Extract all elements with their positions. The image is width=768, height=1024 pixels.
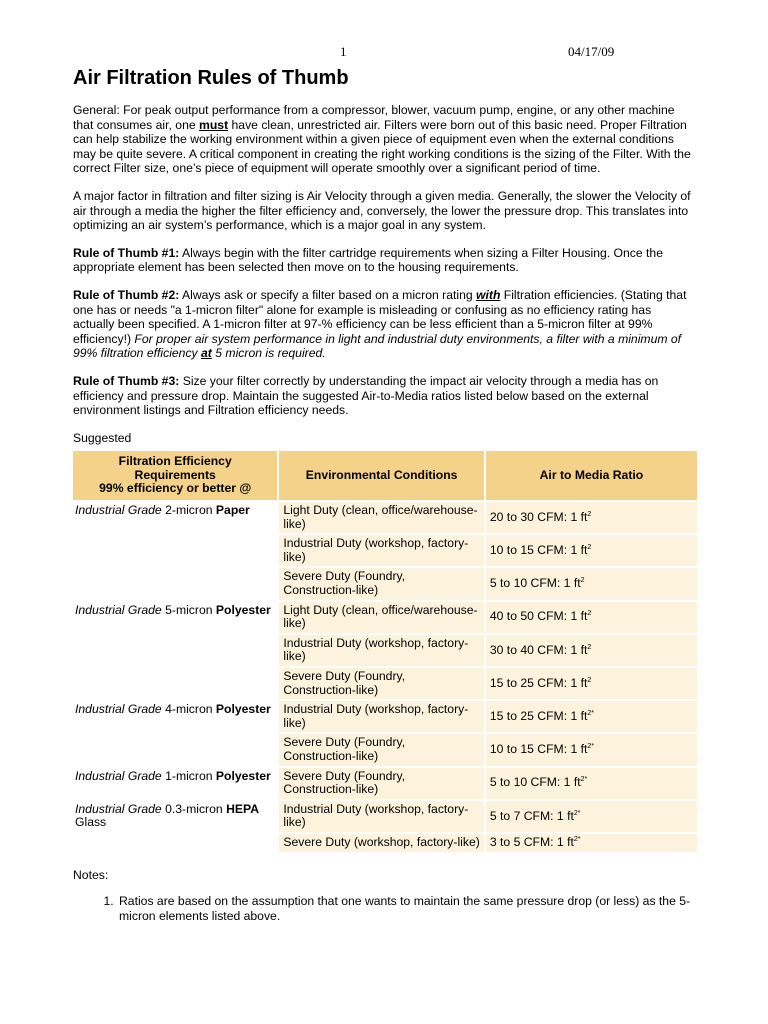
ratio-cell: 15 to 25 CFM: 1 $ft^{2*}$: [486, 701, 697, 732]
ratio-cell: 30 to 40 CFM: 1 $ft^2$: [486, 635, 697, 666]
rule-2-label: Rule of Thumb #2:: [73, 287, 180, 302]
header-air-to-media-ratio: Air to Media Ratio: [486, 451, 697, 500]
table-header-row: [73, 451, 697, 500]
page-date: 04/17/09: [568, 44, 615, 59]
table-row: [73, 801, 697, 832]
rule-2: Rule of Thumb #2: Always ask or specify a filter based on a micron rating with Filtration efficiencies. (Stating that one has or needs "a 1-micron filter" alone for example is misleading or confusing as no efficiency rating has actually been specified. A 1-micron filter at 97-% efficiency can be less efficient than a 5-micron filter at 99% efficiency!) For proper air system performance in light and industrial duty environments, a filter with a minimum of 99% filtration efficiency at 5 micron is required.: [73, 287, 687, 361]
filter-grade-cell: Industrial Grade 4-micron Polyester: [73, 701, 277, 765]
notes-title: Notes:: [73, 867, 109, 882]
filter-grade-cell: Industrial Grade 0.3-micron HEPA Glass: [73, 801, 277, 852]
header-environmental-conditions: Environmental Conditions: [279, 451, 483, 500]
environment-cell: Industrial Duty (workshop, factory-like): [279, 535, 483, 566]
table-row: [73, 502, 697, 533]
filter-grade-cell: Industrial Grade 2-micron Paper: [73, 502, 277, 600]
document-body: [73, 66, 695, 923]
environment-cell: Severe Duty (Foundry, Construction-like): [279, 734, 483, 765]
environment-cell: Severe Duty (workshop, factory-like): [279, 834, 483, 852]
rule-3: Rule of Thumb #3: Size your filter correctly by understanding the impact air velocity through a media has on efficiency and pressure drop. Maintain the suggested Air-to-Media ratios listed below based on the external environment listings and Filtration efficiency needs.: [73, 373, 659, 418]
environment-cell: Light Duty (clean, office/warehouse-like): [279, 602, 483, 633]
ratio-cell: 5 to 7 CFM: 1 $ft^{2*}$: [486, 801, 697, 832]
page-number: 1: [340, 44, 347, 59]
environment-cell: Industrial Duty (workshop, factory-like): [279, 635, 483, 666]
filter-grade-cell: Industrial Grade 5-micron Polyester: [73, 602, 277, 700]
environment-cell: Severe Duty (Foundry, Construction-like): [279, 568, 483, 599]
table-row: [73, 602, 697, 633]
environment-cell: Industrial Duty (workshop, factory-like): [279, 701, 483, 732]
rule-1: Rule of Thumb #1: Always begin with the filter cartridge requirements when sizing a Filter Housing. Once the appropriate element has been selected then move on to the housing requirements.: [73, 245, 663, 275]
environment-cell: Light Duty (clean, office/warehouse-like): [279, 502, 483, 533]
ratio-cell: 5 to 10 CFM: 1 $ft^{2*}$: [486, 768, 697, 799]
air-media-ratio-table: [71, 449, 699, 853]
page-title: Air Filtration Rules of Thumb: [73, 67, 349, 89]
ratio-cell: 40 to 50 CFM: 1 $ft^2$: [486, 602, 697, 633]
velocity-paragraph: A major factor in filtration and filter sizing is Air Velocity through a given media. Generally, the slower the Velocity of air through a media the higher the filter efficiency and, conversely, the lower the pressure drop. This translates into optimizing an air system’s performance, which is a major goal in any system.: [73, 188, 691, 233]
header-filtration-efficiency: Filtration Efficiency Requirements 99% efficiency or better @: [73, 451, 277, 500]
ratio-cell: 5 to 10 CFM: 1 $ft^2$: [486, 568, 697, 599]
ratio-cell: 20 to 30 CFM: 1 $ft^2$: [486, 502, 697, 533]
general-paragraph: General: For peak output performance from a compressor, blower, vacuum pump, engine, or any other machine that consumes air, one must have clean, unrestricted air. Filters were born out of this basic need. Proper Filtration can help stabilize the working environment within a given piece of equipment even when the external conditions may be quite severe. A critical component in creating the right working conditions is the sizing of the Filter. With the correct Filter size, one’s piece of equipment will operate smoothly over a significant period of time.: [73, 103, 691, 176]
environment-cell: Industrial Duty (workshop, factory-like): [279, 801, 483, 832]
ratio-cell: 10 to 15 CFM: 1 $ft^2$: [486, 535, 697, 566]
suggested-label: Suggested: [73, 430, 132, 445]
list-item: 1. Ratios are based on the assumption that one wants to maintain the same pressure drop (or less) as the 5-micron elements listed above.: [117, 894, 695, 923]
emphasis-at: at: [201, 346, 212, 361]
ratio-cell: 15 to 25 CFM: 1 $ft^2$: [486, 668, 697, 699]
ratio-cell: 10 to 15 CFM: 1 $ft^{2*}$: [486, 734, 697, 765]
emphasis-must: must: [199, 117, 229, 132]
environment-cell: Severe Duty (Foundry, Construction-like): [279, 768, 483, 799]
emphasis-with: with: [476, 287, 501, 302]
rule-3-label: Rule of Thumb #3:: [73, 373, 180, 388]
environment-cell: Severe Duty (Foundry, Construction-like): [279, 668, 483, 699]
table-row: [73, 701, 697, 732]
filter-grade-cell: Industrial Grade 1-micron Polyester: [73, 768, 277, 799]
ratio-cell: 3 to 5 CFM: 1 $ft^{2*}$: [486, 834, 697, 852]
notes-list: [73, 894, 695, 923]
table-row: [73, 768, 697, 799]
rule-1-label: Rule of Thumb #1:: [73, 245, 180, 260]
